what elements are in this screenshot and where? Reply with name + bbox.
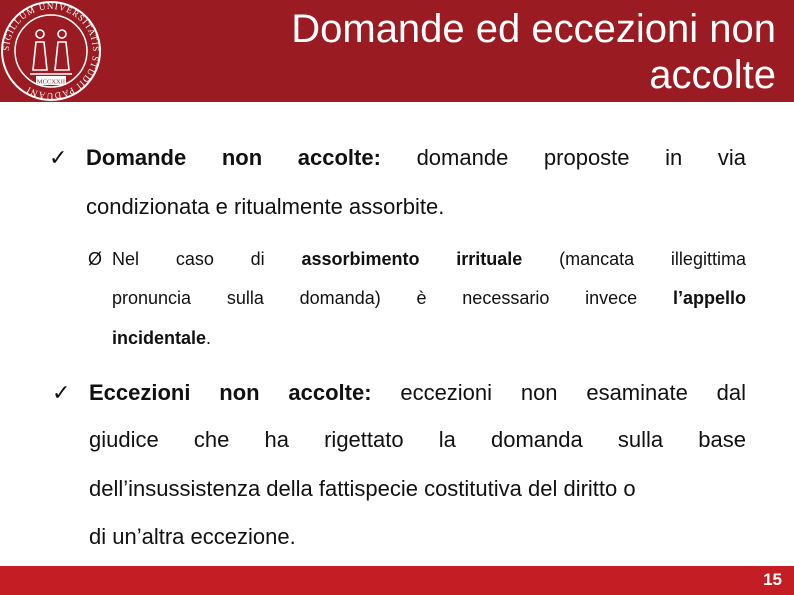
slide-title-line-1: Domande ed eccezioni non — [291, 7, 776, 51]
item2-lead: Eccezioni non accolte: — [89, 380, 372, 405]
item2-rest1: eccezioni non esaminate dal — [400, 380, 746, 405]
seal-ring-text: SIGILLUM UNIVERSITATIS STUDII PADUANI — [0, 0, 102, 102]
seal-year: MCCXXII — [36, 78, 66, 86]
sub1-line3 — [112, 328, 211, 349]
item2-line3: dell’insussistenza della fattispecie costitutiva del diritto o — [89, 476, 636, 501]
sub1-rest: (mancata illegittima — [559, 249, 746, 269]
item1-line2: condizionata e ritualmente assorbite. — [86, 194, 445, 219]
sub1-caso: caso — [175, 249, 214, 269]
sub1-nel: Nel — [112, 249, 140, 269]
sub1-line2-bold: l’appello — [672, 288, 746, 308]
item1-lead: Domande non accolte: — [86, 145, 381, 170]
sub1-line3-rest: . — [206, 328, 212, 348]
item2-line4: di un’altra eccezione. — [89, 524, 296, 549]
sub1-di: di — [250, 249, 265, 269]
checkmark-icon: ✓ — [52, 380, 71, 405]
sub1-bold: assorbimento irrituale — [301, 249, 523, 269]
sub1-line2-text: pronuncia sulla domanda) è necessario invece — [112, 288, 638, 308]
page-number: 15 — [763, 570, 782, 589]
sub1-line1 — [112, 249, 746, 270]
slide-title-line-2: accolte — [649, 53, 776, 97]
item1-rest1: domande proposte in via — [416, 145, 747, 170]
sub1-line2 — [112, 288, 746, 309]
item1-line1 — [86, 145, 746, 171]
sub1-line3-bold: incidentale — [112, 328, 207, 348]
checkmark-icon: ✓ — [49, 145, 68, 170]
item2-line2: giudice che ha rigettato la domanda sulla base — [89, 427, 746, 452]
item2-line1 — [89, 380, 746, 406]
footer-band — [0, 566, 794, 595]
arrow-bullet-icon: Ø — [88, 249, 103, 269]
